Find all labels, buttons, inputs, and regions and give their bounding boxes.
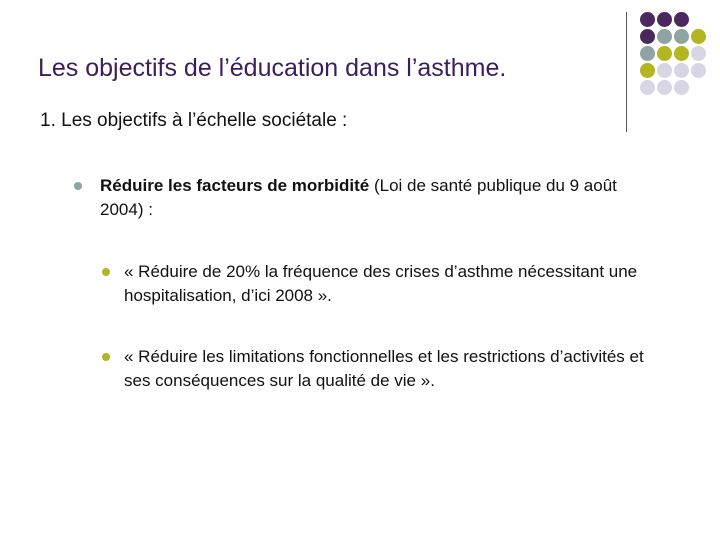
decorative-dot — [657, 80, 672, 95]
decorative-dot — [657, 29, 672, 44]
decorative-dot — [657, 12, 672, 27]
decorative-dot — [674, 29, 689, 44]
decorative-dot — [640, 29, 655, 44]
decorative-dot — [640, 12, 655, 27]
bullet-main-rest: (Loi de santé publique du 9 août 2004) : — [100, 176, 617, 219]
slide-title: Les objectifs de l’éducation dans l’asthme. — [38, 54, 507, 82]
decorative-dot — [674, 46, 689, 61]
decorative-dot — [691, 29, 706, 44]
section-heading: 1. Les objectifs à l’échelle sociétale : — [40, 110, 348, 131]
bullet-marker-main — [74, 182, 82, 190]
decorative-dot — [657, 46, 672, 61]
decorative-divider — [626, 12, 627, 132]
decorative-dot — [691, 46, 706, 61]
bullet-sub2: « Réduire les limitations fonctionnelles et les restrictions d’activités et ses conséquences sur la qualité de vie ». — [124, 347, 644, 390]
bullet-main-bold: Réduire les facteurs de morbidité — [100, 176, 370, 195]
decorative-dot — [640, 80, 655, 95]
bullet-sub1: « Réduire de 20% la fréquence des crises d’asthme nécessitant une hospitalisation, d’ici 2008 ». — [124, 262, 638, 305]
bullet-main — [100, 174, 660, 222]
decorative-dot — [674, 12, 689, 27]
decorative-dot — [640, 63, 655, 78]
decorative-dot — [691, 63, 706, 78]
decorative-dot — [640, 46, 655, 61]
bullet-marker-sub2 — [102, 353, 110, 361]
decorative-dot — [674, 63, 689, 78]
decorative-dot — [657, 63, 672, 78]
bullet-marker-sub1 — [102, 268, 110, 276]
decorative-dot — [674, 80, 689, 95]
